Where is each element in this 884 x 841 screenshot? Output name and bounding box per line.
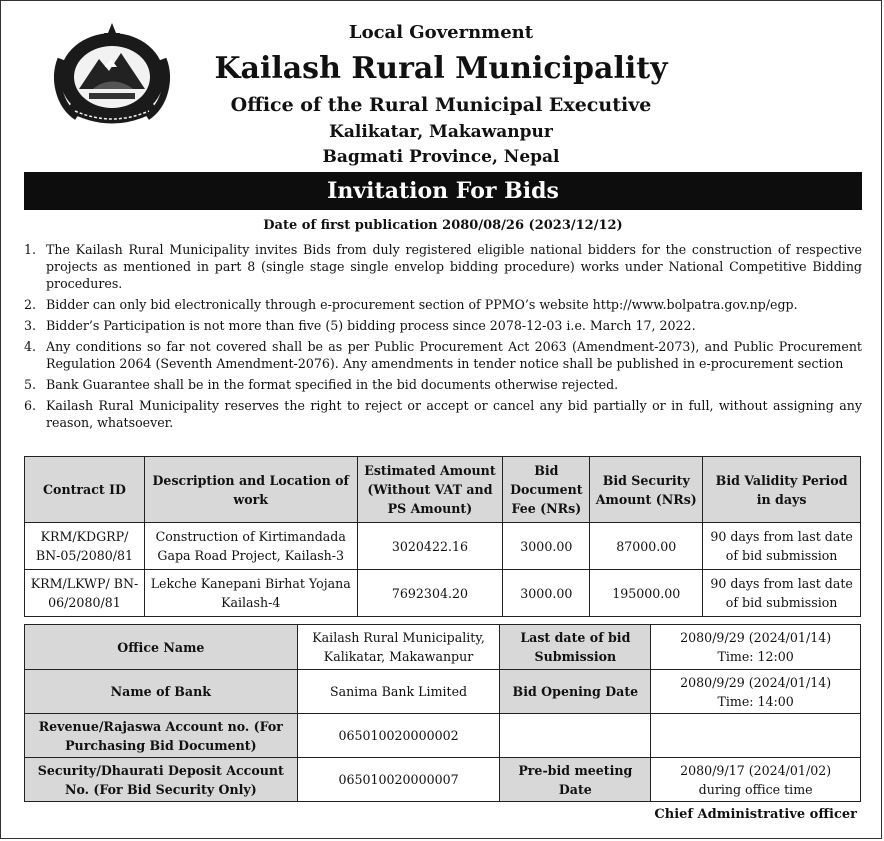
office-name-label: Office Name [25, 625, 298, 670]
last-date-time: Time: 12:00 [717, 649, 794, 664]
list-item [24, 338, 862, 372]
column-header: Bid Validity Period in days [703, 457, 861, 523]
opening-date-value: 2080/9/29 (2024/01/14) [680, 674, 832, 690]
opening-date-label: Bid Opening Date [500, 670, 651, 714]
empty-cell [500, 714, 651, 758]
bid-security-cell: 87000.00 [590, 523, 703, 570]
list-item [24, 317, 862, 334]
prebid-date-value: 2080/9/17 (2024/01/02) [680, 762, 832, 778]
opening-date-cell [651, 670, 861, 714]
notice-items-list [24, 241, 862, 435]
revenue-account-label: Revenue/Rajaswa Account no. (For Purchasing Bid Document) [25, 714, 298, 758]
validity-cell: 90 days from last date of bid submission [703, 570, 861, 617]
nepal-government-emblem-icon [49, 19, 175, 127]
last-date-label: Last date of bid Submission [500, 625, 651, 670]
item-number: 3. [24, 318, 37, 333]
item-number: 5. [24, 377, 37, 392]
bid-security-cell: 195000.00 [590, 570, 703, 617]
bank-value: Sanima Bank Limited [297, 670, 500, 714]
item-number: 4. [24, 339, 37, 354]
item-number: 2. [24, 297, 37, 312]
validity-cell: 90 days from last date of bid submission [703, 523, 861, 570]
security-account-value: 065010020000007 [297, 758, 500, 802]
description-cell: Lekche Kanepani Birhat Yojana Kailash-4 [144, 570, 357, 617]
item-text: The Kailash Rural Municipality invites Bids from duly registered eligible national bidders for the construction of respective projects as mentioned in part 8 (single stage single envelop bidding procedure) works under National Competitive Bidding procedures. [46, 242, 862, 291]
table-row [25, 714, 861, 758]
document-fee-cell: 3000.00 [503, 523, 590, 570]
prebid-label: Pre-bid meeting Date [500, 758, 651, 802]
opening-time: Time: 14:00 [717, 693, 794, 709]
item-text: Any conditions so far not covered shall be as per Public Procurement Act 2063 (Amendment-2073), and Public Procurement Regulation 2064 (Seventh Amendment-2076). Any amendments in tender notice shall be published in e-procurement section [46, 339, 862, 371]
description-cell: Construction of Kirtimandada Gapa Road Project, Kailash-3 [144, 523, 357, 570]
table-row [25, 523, 861, 570]
list-item [24, 376, 862, 393]
table-row [25, 625, 861, 670]
table-row [25, 758, 861, 802]
estimated-amount-cell: 7692304.20 [357, 570, 503, 617]
column-header: Bid Document Fee (NRs) [503, 457, 590, 523]
list-item [24, 397, 862, 431]
last-date-cell [651, 625, 861, 670]
document-fee-cell: 3000.00 [503, 570, 590, 617]
prebid-cell [651, 758, 861, 802]
last-date-value: 2080/9/29 (2024/01/14) [680, 630, 832, 645]
item-number: 1. [24, 242, 37, 257]
column-header: Bid Security Amount (NRs) [590, 457, 703, 523]
notice-banner: Invitation For Bids [24, 172, 862, 210]
signature-title: Chief Administrative officer [654, 807, 857, 822]
empty-cell [651, 714, 861, 758]
prebid-note: during office time [698, 781, 813, 797]
item-text: Bidder’s Participation is not more than five (5) bidding process since 2078-12-03 i.e. March 17, 2022. [46, 318, 696, 333]
table-header-row [25, 457, 861, 523]
local-government-label: Local Government [348, 22, 534, 43]
item-number: 6. [24, 398, 37, 413]
item-text: Bidder can only bid electronically through e-procurement section of PPMO’s website http://www.bolpatra.gov.np/egp. [46, 297, 798, 312]
address-line-1: Kalikatar, Makawanpur [329, 122, 553, 142]
item-text: Bank Guarantee shall be in the format specified in the bid documents otherwise rejected. [46, 377, 619, 392]
publication-date: Date of first publication 2080/08/26 (2023/12/12) [263, 218, 623, 233]
column-header: Description and Location of work [144, 457, 357, 523]
bank-label: Name of Bank [25, 670, 298, 714]
municipality-title: Kailash Rural Municipality [214, 51, 668, 86]
list-item [24, 296, 862, 313]
contract-id-cell: KRM/LKWP/ BN-06/2080/81 [25, 570, 145, 617]
estimated-amount-cell: 3020422.16 [357, 523, 503, 570]
address-line-2: Bagmati Province, Nepal [322, 147, 560, 167]
office-title: Office of the Rural Municipal Executive [230, 94, 652, 116]
contracts-table [24, 456, 861, 617]
revenue-account-value: 065010020000002 [297, 714, 500, 758]
contract-id-cell: KRM/KDGRP/ BN-05/2080/81 [25, 523, 145, 570]
column-header: Contract ID [25, 457, 145, 523]
security-account-label: Security/Dhaurati Deposit Account No. (For Bid Security Only) [25, 758, 298, 802]
item-text: Kailash Rural Municipality reserves the right to reject or accept or cancel any bid partially or in full, without assigning any reason, whatsoever. [46, 398, 862, 430]
column-header: Estimated Amount (Without VAT and PS Amount) [357, 457, 503, 523]
office-name-value: Kailash Rural Municipality, Kalikatar, Makawanpur [297, 625, 500, 670]
office-info-table [24, 624, 861, 802]
table-row [25, 670, 861, 714]
list-item [24, 241, 862, 292]
table-row [25, 570, 861, 617]
